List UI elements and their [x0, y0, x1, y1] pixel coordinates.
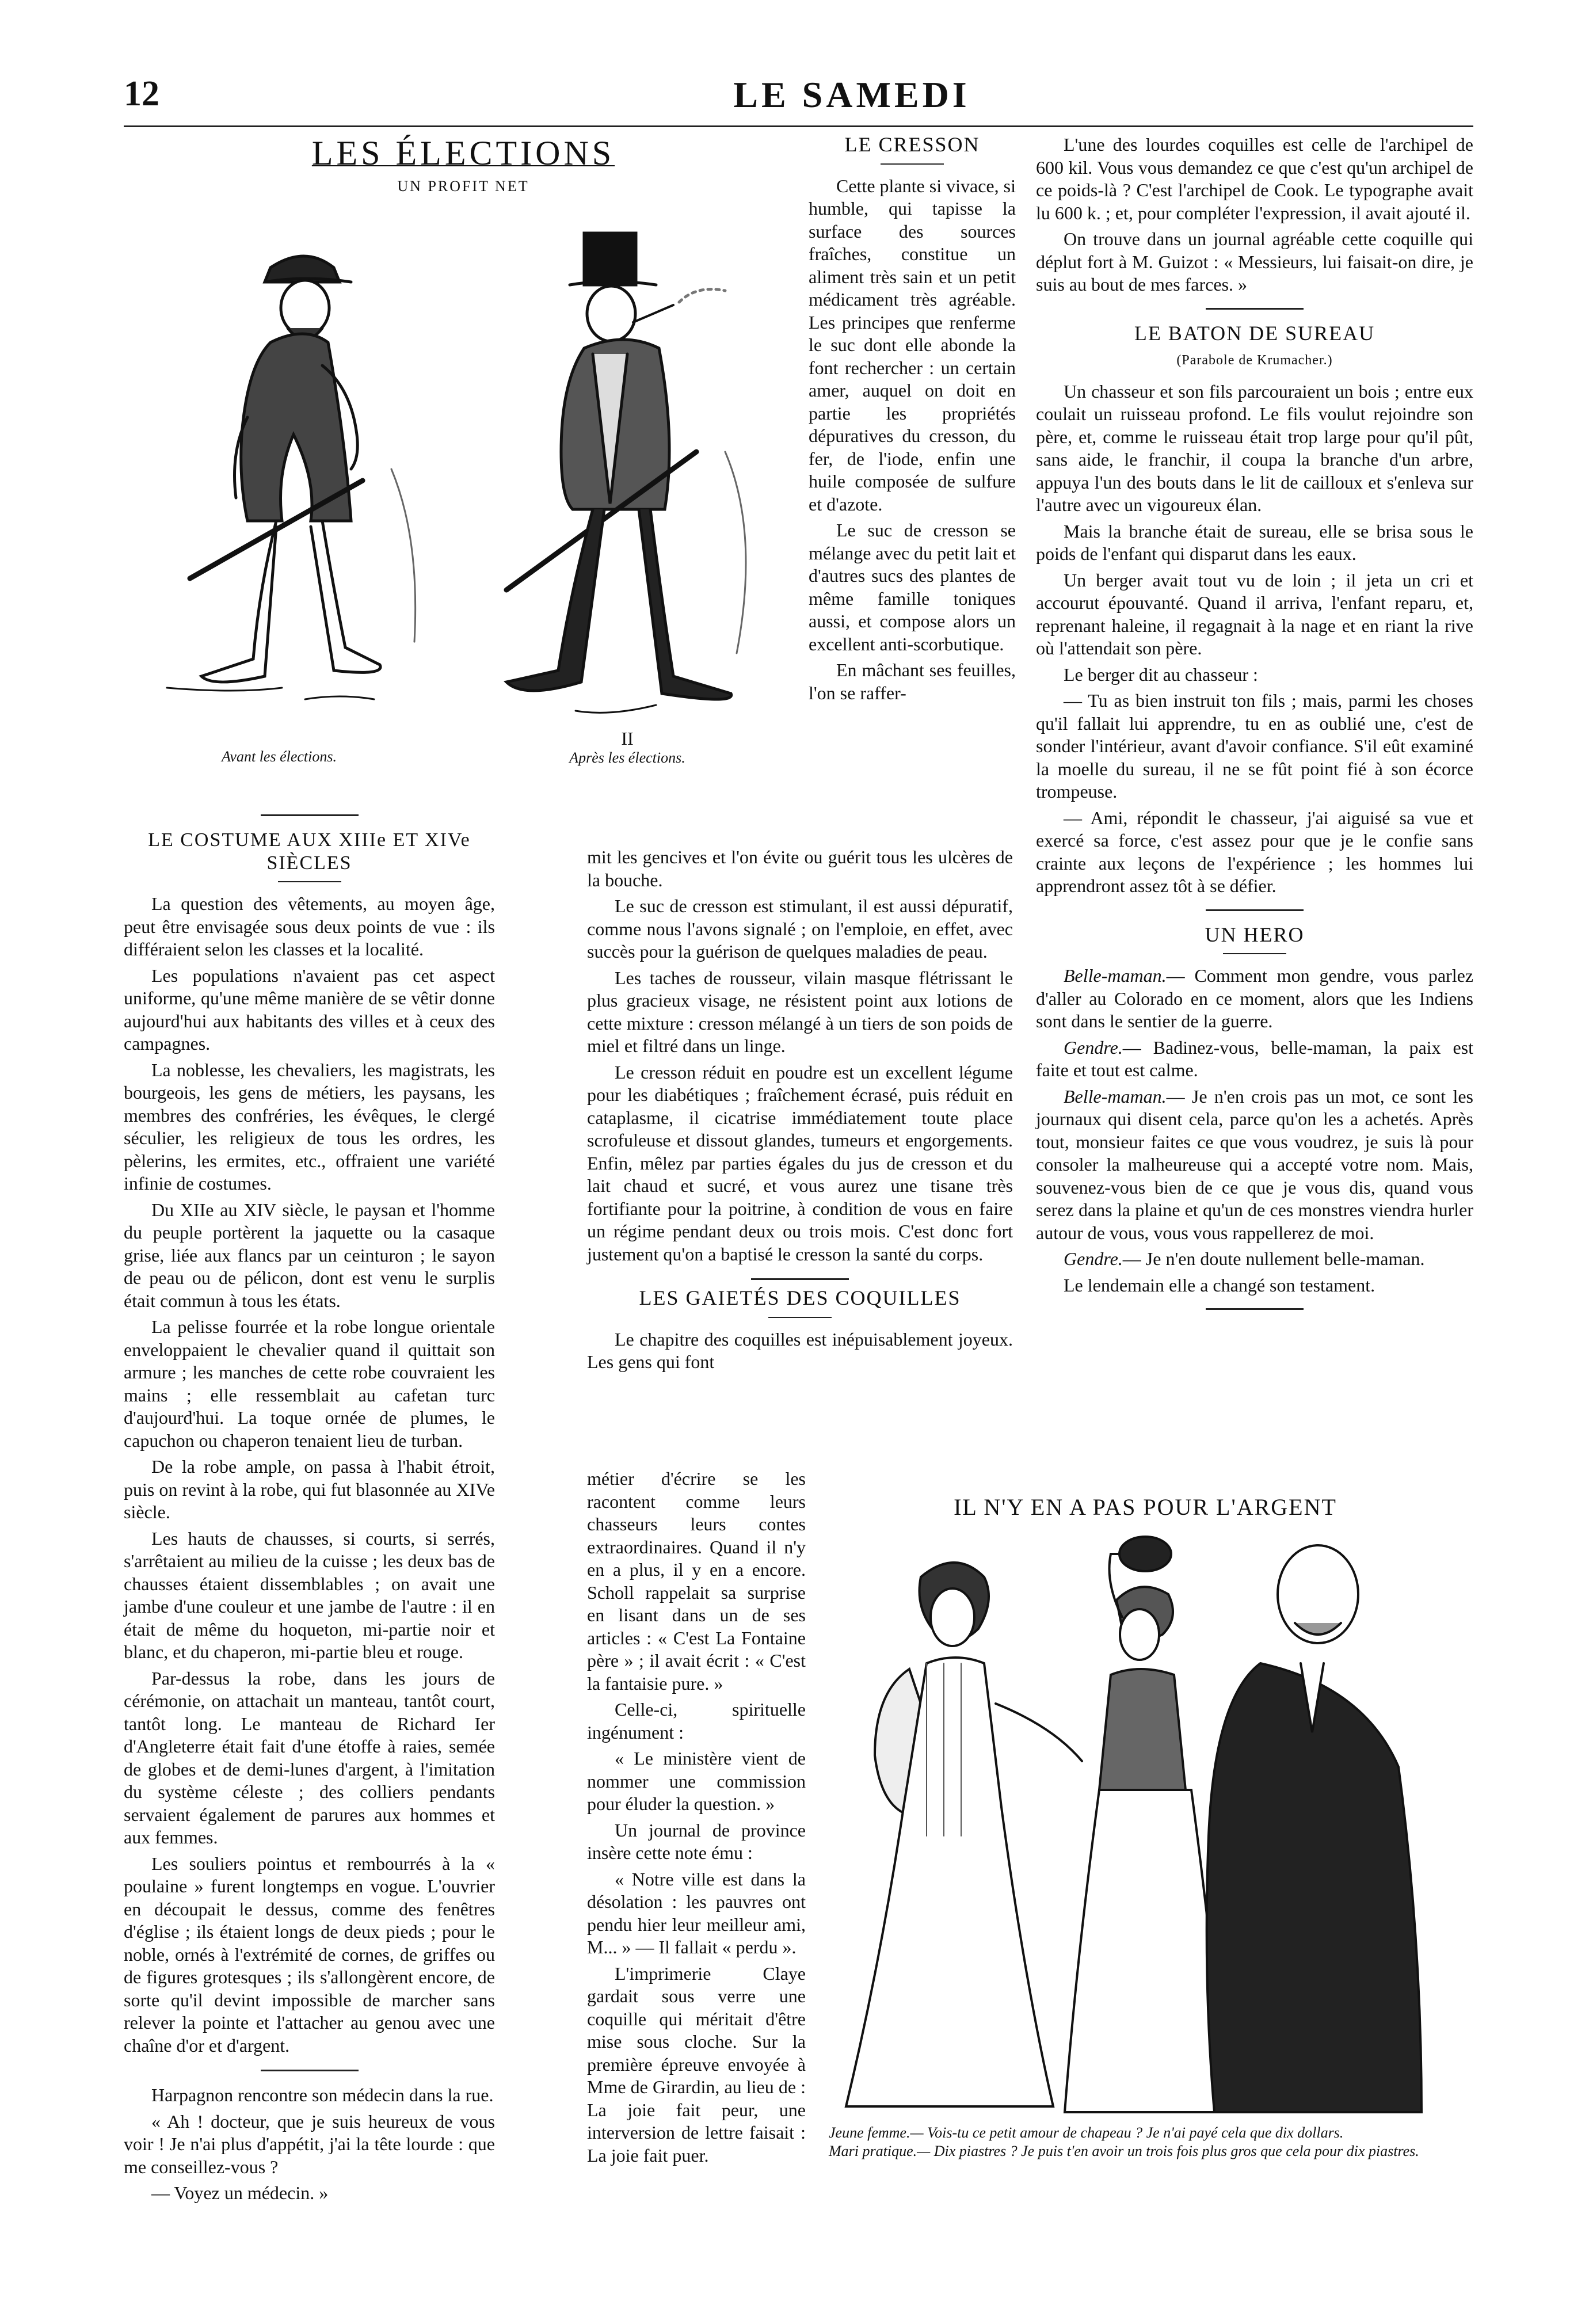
cresson-narrow — [809, 134, 1016, 708]
paragraph: Les populations n'avaient pas cet aspect uniforme, qu'une même manière de se vêtir donne aujourd'hui aux habitants des villes et à ceux des campagnes. — [124, 965, 495, 1054]
paragraph: « Notre ville est dans la désolation : les pauvres ont pendu hier leur meilleur ami, M... » — Il fallait « perdu ». — [587, 1868, 806, 1957]
paragraph: L'une des lourdes coquilles est celle de l'archipel de 600 kil. Vous vous demandez ce que c'est qu'un archipel de ce poids-là ? C'est l'archipel de Cook. Le typographe avait lu 600 k. ; et, pour compléter l'expression, il avait ajouté il. — [1036, 134, 1473, 223]
caption-line — [829, 2142, 1468, 2161]
speaker: Belle-maman. — [1064, 965, 1167, 986]
costume-body — [124, 893, 495, 2057]
dialogue-line — [1036, 1037, 1473, 1082]
paragraph: Le suc de cresson est stimulant, il est aussi dépuratif, comme nous l'avons signalé ; on l'emploie, en effet, avec succès pour la guérison de quelques maladies de peau. — [587, 896, 1013, 962]
speaker: Belle-maman. — [1064, 1085, 1167, 1107]
hat-cartoon-illustration — [823, 1531, 1473, 2118]
dialogue-text: — Comment mon gendre, vous parlez d'aller au Colorado en ce moment, alors que les Indiens sont dans le sentier de la guerre. — [1036, 965, 1473, 1031]
dialogue-text: — Badinez-vous, belle-maman, la paix est faite et tout est calme. — [1036, 1037, 1473, 1080]
gaietes-narrow — [587, 1468, 806, 2170]
paragraph: Cette plante si vivace, si humble, qui tapisse la surface des sources fraîches, constitue un aliment très sain et un petit médicament très agréable. Les principes que renferme le suc dont elle abonde la font rechercher : un certain amer, auquel on doit en partie les propriétés dépuratives du cresson, du fer, de l'iode, enfin une huile composée de sulfure et d'azote. — [809, 175, 1016, 515]
paragraph: On trouve dans un journal agréable cette coquille qui déplut fort à M. Guizot : « Messieurs, lui faisait-on dire, je suis au bout de mes farces. » — [1036, 228, 1473, 295]
masthead: LE SAMEDI — [733, 74, 970, 115]
paragraph: Du XIIe au XIV siècle, le paysan et l'homme du peuple portèrent la jaquette ou la casaque grise, liée aux flancs par un ceinturon ; le sayon de peau ou de pélicon, dont est venu le surplis était commun à tous les états. — [124, 1199, 495, 1311]
paragraph: — Voyez un médecin. » — [151, 2182, 329, 2203]
costume-title: LE COSTUME AUX XIIIe ET XIVe SIÈCLES — [148, 829, 471, 874]
page-number: 12 — [124, 74, 159, 113]
caption-text: — Vois-tu ce petit amour de chapeau ? Je n'ai payé cela que dix dollars. — [910, 2124, 1344, 2141]
speaker: Mari pratique. — [829, 2143, 917, 2159]
title-rule — [1223, 953, 1286, 954]
paragraph: « Ah ! docteur, que je suis heureux de vous voir ! Je n'ai plus d'appétit, j'ai la tête lourde : que me conseillez-vous ? — [124, 2110, 495, 2177]
caption-line — [829, 2124, 1468, 2142]
dialogue-text: — Je n'en crois pas un mot, ce sont les journaux qui disent cela, parce qu'on les a achetés. Après tout, monsieur faites ce que vous voudrez, je suis là pour consoler la malheureuse qui a accepté votre nom. Mais, souvenez-vous bien de ce que je vous dis, quand vous serez dans la plaine et qu'un de ces monstres viendra hurler autour de vous, vous vous rappellerez de moi. — [1036, 1085, 1473, 1243]
dialogue-line — [1036, 1248, 1473, 1271]
section-rule — [261, 2070, 359, 2071]
speaker: Gendre. — [1064, 1248, 1123, 1269]
paragraph: Mais la branche était de sureau, elle se brisa sous le poids de l'enfant qui disparut dans les eaux. — [1036, 520, 1473, 564]
paragraph: Les hauts de chausses, si courts, si serrés, s'arrêtaient au milieu de la cuisse ; les deux bas de chausses étaient dissemblables ; on avait une jambe d'une couleur et une jambe de l'autre : il en était de même du hoqueton, mi-partie noir et blanc, et du chaperon, mi-partie bleu et rouge. — [124, 1527, 495, 1662]
paragraph: Un berger avait tout vu de loin ; il jeta un cri et accourut épouvanté. Quand il arriva, l'enfant reparu, et, reprenant haleine, il regagnait à la nage et en riant la rive où l'attendait son père. — [1036, 569, 1473, 658]
header-rule — [124, 125, 1473, 127]
cresson-wide — [587, 846, 1013, 1377]
baton-title: LE BATON DE SUREAU — [1134, 321, 1375, 345]
numeral-ii: II — [621, 728, 634, 749]
argent-captions — [829, 2124, 1468, 2161]
paragraph: Un journal de province insère cette note ému : — [587, 1819, 806, 1863]
dialogue-line — [1036, 1085, 1473, 1245]
speaker: Gendre. — [1064, 1037, 1123, 1058]
elections-title: LES ÉLECTIONS — [311, 134, 615, 172]
title-rule — [278, 881, 341, 882]
paragraph: Le cresson réduit en poudre est un excellent légume pour les diabétiques ; fraîchement écrasé, puis réduit en cataplasme, il cicatrise immédiatement toute place scrofuleuse et dissout glandes, tumeurs et engorgements. Enfin, mêlez par parties égales du jus de cresson et du lait chaud et sucré, et vous aurez une tisane très fortifiante pour la poitrine, à condition de vous en faire un régime pendant deux ou trois mois. C'est donc fort justement qu'on a baptisé le cresson la santé du corps. — [587, 1061, 1013, 1264]
dialogue-line — [1036, 965, 1473, 1033]
speaker: Jeune femme. — [829, 2124, 910, 2141]
paragraph: La question des vêtements, au moyen âge, peut être envisagée sous deux points de vue : ils différaient selon les classes et la localité. — [124, 893, 495, 959]
before-elections-illustration — [132, 227, 455, 745]
paragraph: « Le ministère vient de nommer une commission pour éluder la question. » — [587, 1748, 806, 1814]
paragraph: Le chapitre des coquilles est inépuisablement joyeux. Les gens qui font — [587, 1328, 1013, 1372]
paragraph: Celle-ci, spirituelle ingénument : — [587, 1699, 806, 1743]
paragraph: — Tu as bien instruit ton fils ; mais, parmi les choses qu'il fallait lui apprendre, tu en as oublié une, c'est de sonder l'intérieur, avant d'avoir confiance. S'il eût examiné la moelle du sureau, il ne se fût point fié à son écorce trompeuse. — [1036, 690, 1473, 802]
paragraph: Les souliers pointus et rembourrés à la « poulaine » furent longtemps en vogue. L'ouvrier en découpait le dessus, comme des fenêtres d'église ; ils étaient longs de deux pieds ; pour le noble, ornés à l'extrémité de cornes, de griffes ou de figures grotesques ; ils s'allongèrent encore, de sorte qu'il devint impossible de marcher sans relever la pointe et l'attacher au genou avec une chaîne d'or et d'argent. — [124, 1853, 495, 2056]
paragraph: Harpagnon rencontre son médecin dans la rue. — [151, 2085, 494, 2105]
caption-text: — Dix piastres ? Je puis t'en avoir un trois fois plus gros que cela pour dix piastres. — [917, 2143, 1419, 2159]
paragraph: Un chasseur et son fils parcouraient un bois ; entre eux coulait un ruisseau profond. Le fils voulut rejoindre son père, et, comme le ruisseau était trop large pour qu'il pût, sans aide, le franchir, il coupa la branche d'un arbre, appuya l'un des bouts dans le lit de cailloux et s'enleva sur l'autre avec un vigoureux élan. — [1036, 380, 1473, 515]
cresson-title: LE CRESSON — [844, 133, 980, 156]
dialogue-text: — Je n'en doute nullement belle-maman. — [1122, 1248, 1425, 1269]
paragraph: L'imprimerie Claye gardait sous verre une coquille qui méritait d'être mise sous cloche. Sur la première épreuve envoyée à Mme de Girardin, au lieu de : La joie fait peur, une interversion de lettre faisait : La joie fait puer. — [587, 1963, 806, 2166]
section-rule — [751, 1278, 849, 1280]
paragraph: mit les gencives et l'on évite ou guérit tous les ulcères de la bouche. — [587, 847, 1013, 890]
elections-title-block — [124, 134, 803, 203]
argent-title: IL N'Y EN A PAS POUR L'ARGENT — [954, 1494, 1337, 1520]
paragraph: Les taches de rousseur, vilain masque flétrissant le plus gracieux visage, ne résistent point aux lotions de cette mixture : cresson mélangé à un tiers de son poids de miel et filtré dans un linge. — [587, 967, 1013, 1056]
title-rule — [768, 1317, 832, 1318]
paragraph: La noblesse, les chevaliers, les magistrats, les bourgeois, les gens de métiers, les paysans, les membres des confréries, les évêques, le clergé séculier, les religieux de tous les ordres, les pèlerins, les ermites, etc., offraient une variété infinie de costumes. — [124, 1059, 495, 1194]
column-1 — [124, 803, 495, 2208]
section-rule — [1206, 1308, 1304, 1310]
column-3 — [1036, 134, 1473, 1323]
elections-subtitle: UN PROFIT NET — [397, 178, 529, 195]
paragraph: Le lendemain elle a changé son testament. — [1064, 1274, 1375, 1296]
harpagnon-anecdote — [124, 2084, 495, 2205]
paragraph: Le suc de cresson se mélange avec du petit lait et d'autres sucs des plantes de même famille toniques aussi, et compose alors un excellent anti-scorbutique. — [809, 520, 1016, 654]
after-elections-illustration — [460, 222, 794, 745]
section-rule — [261, 814, 359, 816]
paragraph: En mâchant ses feuilles, l'on se raffer- — [809, 660, 1016, 703]
paragraph: La pelisse fourrée et la robe longue orientale enveloppaient le chevalier quand il quittait son armure ; les manches de cette robe couvraient les mains ; elle ressemblait au cafetan turc d'aujourd'hui. La toque ornée de plumes, le capuchon ou chaperon tenaient lieu de turban. — [124, 1316, 495, 1451]
section-rule — [1206, 909, 1304, 911]
section-rule — [1206, 308, 1304, 310]
paragraph: métier d'écrire se les racontent comme leurs chasseurs leurs contes extraordinaires. Quand il n'y en a plus, il y en a encore. Scholl rappelait sa surprise en lisant dans un de ses articles : « C'est La Fontaine père » ; il avait écrit : « C'est la fantaisie pure. » — [587, 1468, 806, 1694]
paragraph: De la robe ample, on passa à l'habit étroit, puis on revint à la robe, qui fut blasonnée au XIVe siècle. — [124, 1456, 495, 1522]
baton-subtitle: (Parabole de Krumacher.) — [1176, 353, 1333, 368]
paragraph: — Ami, répondit le chasseur, j'ai aiguisé sa vue et exercé sa force, c'est assez pour que je le confie sans crainte aux leçons de l'expérience ; les hommes lui apprendront assez tôt à se défier. — [1036, 807, 1473, 896]
paragraph: Le berger dit au chasseur : — [1064, 664, 1258, 685]
hero-title: UN HERO — [1205, 923, 1305, 946]
gaietes-title: LES GAIETÉS DES COQUILLES — [639, 1286, 961, 1309]
caption-before: Avant les élections. — [221, 748, 337, 765]
paragraph: Par-dessus la robe, dans les jours de cérémonie, on attachait un manteau, tantôt court, tantôt long. Le manteau de Richard Ier d'Angleterre était fait d'une étoffe à raies, semée de globes et de demi-lunes d'argent, à l'imitation du système céleste ; des colliers pendants servaient également de parures aux hommes et aux femmes. — [124, 1667, 495, 1847]
caption-after-block — [483, 728, 771, 767]
title-rule — [881, 163, 944, 165]
caption-after: Après les élections. — [569, 749, 685, 766]
